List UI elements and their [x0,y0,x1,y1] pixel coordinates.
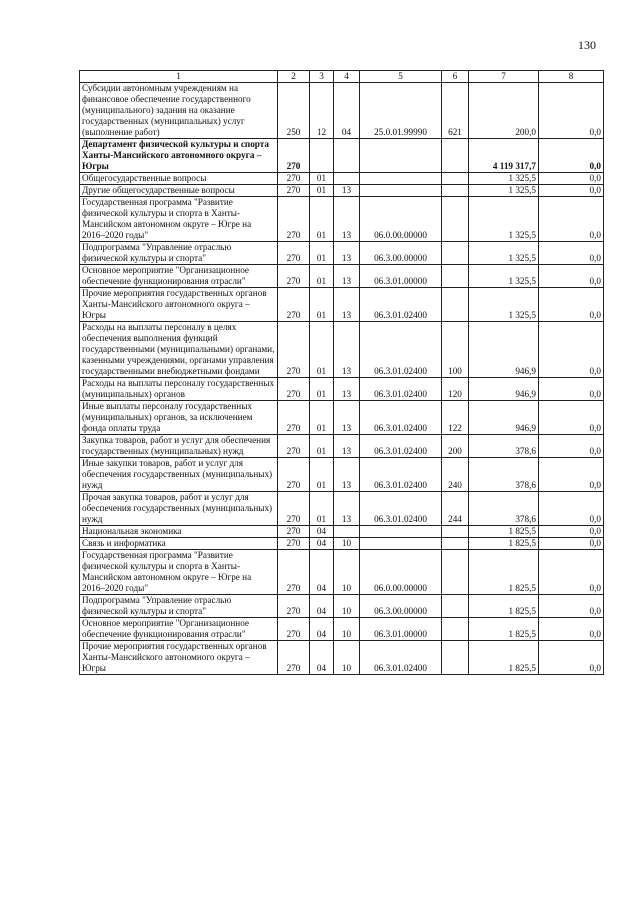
target-article-cell: 06.3.00.00000 [360,242,442,265]
row-name-cell: Другие общегосударственные вопросы [80,185,278,197]
table-row [80,197,604,242]
row-name-cell: Расходы на выплаты персоналу государственных (муниципальных) органов [80,378,278,401]
section-code-cell: 04 [310,550,334,595]
admin-code-cell: 270 [278,526,310,538]
target-article-cell: 06.3.01.02400 [360,288,442,322]
subsection-code-cell: 13 [334,265,360,288]
target-article-cell: 06.3.00.00000 [360,595,442,618]
column-header: 2 [278,71,310,83]
amount-secondary-cell: 0,0 [539,139,604,173]
column-header: 7 [469,71,539,83]
section-code-cell: 04 [310,618,334,641]
table-row [80,618,604,641]
target-article-cell: 06.3.01.02400 [360,641,442,675]
amount-cell: 1 325,5 [469,242,539,265]
amount-secondary-cell: 0,0 [539,526,604,538]
admin-code-cell: 270 [278,538,310,550]
amount-secondary-cell: 0,0 [539,618,604,641]
amount-cell: 1 825,5 [469,641,539,675]
target-article-cell: 06.3.01.00000 [360,618,442,641]
section-code-cell: 04 [310,595,334,618]
expense-type-cell [442,242,469,265]
row-name-cell: Прочие мероприятия государственных органов Ханты-Мансийского автономного округа – Югры [80,641,278,675]
section-code-cell: 01 [310,492,334,526]
expense-type-cell: 244 [442,492,469,526]
amount-cell: 946,9 [469,322,539,378]
expense-type-cell [442,185,469,197]
subsection-code-cell: 13 [334,458,360,492]
section-code-cell: 01 [310,242,334,265]
admin-code-cell: 270 [278,185,310,197]
table-row [80,265,604,288]
target-article-cell [360,139,442,173]
expense-type-cell [442,265,469,288]
amount-cell: 378,6 [469,458,539,492]
section-code-cell: 01 [310,458,334,492]
subsection-code-cell: 13 [334,242,360,265]
admin-code-cell: 270 [278,641,310,675]
amount-secondary-cell: 0,0 [539,492,604,526]
subsection-code-cell: 10 [334,641,360,675]
amount-secondary-cell: 0,0 [539,242,604,265]
amount-cell: 946,9 [469,378,539,401]
row-name-cell: Основное мероприятие "Организационное обеспечение функционирования отрасли" [80,265,278,288]
amount-cell: 1 325,5 [469,265,539,288]
expense-type-cell: 240 [442,458,469,492]
amount-cell: 4 119 317,7 [469,139,539,173]
section-code-cell: 01 [310,185,334,197]
admin-code-cell: 270 [278,173,310,185]
subsection-code-cell: 10 [334,618,360,641]
admin-code-cell: 270 [278,197,310,242]
admin-code-cell: 270 [278,139,310,173]
amount-secondary-cell: 0,0 [539,401,604,435]
table-row [80,526,604,538]
amount-secondary-cell: 0,0 [539,550,604,595]
expense-type-cell [442,641,469,675]
expense-type-cell [442,595,469,618]
row-name-cell: Подпрограмма "Управление отраслью физической культуры и спорта" [80,242,278,265]
section-code-cell: 01 [310,288,334,322]
subsection-code-cell: 04 [334,83,360,139]
column-header: 3 [310,71,334,83]
amount-cell: 1 325,5 [469,173,539,185]
section-code-cell: 01 [310,197,334,242]
expense-type-cell [442,197,469,242]
target-article-cell: 06.3.01.02400 [360,322,442,378]
subsection-code-cell: 13 [334,378,360,401]
row-name-cell: Закупка товаров, работ и услуг для обеспечения государственных (муниципальных) нужд [80,435,278,458]
row-name-cell: Основное мероприятие "Организационное обеспечение функционирования отрасли" [80,618,278,641]
amount-secondary-cell: 0,0 [539,378,604,401]
subsection-code-cell: 13 [334,288,360,322]
target-article-cell: 25.0.01.99990 [360,83,442,139]
amount-cell: 1 825,5 [469,618,539,641]
admin-code-cell: 270 [278,378,310,401]
subsection-code-cell [334,139,360,173]
table-body [80,83,604,675]
expense-type-cell: 621 [442,83,469,139]
row-name-cell: Иные выплаты персоналу государственных (муниципальных) органов, за исключением фонда оплаты труда [80,401,278,435]
row-name-cell: Департамент физической культуры и спорта Ханты-Мансийского автономного округа – Югры [80,139,278,173]
table-row [80,242,604,265]
amount-cell: 1 325,5 [469,288,539,322]
row-name-cell: Национальная экономика [80,526,278,538]
amount-cell: 1 825,5 [469,526,539,538]
table-row [80,595,604,618]
amount-secondary-cell: 0,0 [539,173,604,185]
expense-type-cell: 100 [442,322,469,378]
expense-type-cell: 120 [442,378,469,401]
subsection-code-cell: 13 [334,401,360,435]
section-code-cell: 01 [310,265,334,288]
amount-secondary-cell: 0,0 [539,538,604,550]
target-article-cell: 06.3.01.02400 [360,492,442,526]
admin-code-cell: 270 [278,458,310,492]
admin-code-cell: 270 [278,242,310,265]
section-code-cell: 12 [310,83,334,139]
expense-type-cell [442,173,469,185]
target-article-cell [360,173,442,185]
expense-type-cell [442,538,469,550]
admin-code-cell: 270 [278,288,310,322]
expense-type-cell: 200 [442,435,469,458]
target-article-cell: 06.3.01.02400 [360,401,442,435]
amount-cell: 378,6 [469,435,539,458]
section-code-cell [310,139,334,173]
subsection-code-cell: 10 [334,550,360,595]
amount-secondary-cell: 0,0 [539,435,604,458]
expense-type-cell [442,139,469,173]
amount-secondary-cell: 0,0 [539,641,604,675]
amount-secondary-cell: 0,0 [539,458,604,492]
amount-cell: 1 825,5 [469,550,539,595]
row-name-cell: Общегосударственные вопросы [80,173,278,185]
table-row [80,322,604,378]
table-row [80,378,604,401]
subsection-code-cell: 10 [334,595,360,618]
column-header: 8 [539,71,604,83]
amount-cell: 1 825,5 [469,595,539,618]
expense-type-cell [442,288,469,322]
amount-cell: 946,9 [469,401,539,435]
section-code-cell: 01 [310,322,334,378]
header-row [80,71,604,83]
expense-type-cell: 122 [442,401,469,435]
target-article-cell [360,185,442,197]
table-row [80,83,604,139]
row-name-cell: Прочие мероприятия государственных органов Ханты-Мансийского автономного округа – Югры [80,288,278,322]
subsection-code-cell [334,173,360,185]
amount-secondary-cell: 0,0 [539,185,604,197]
table-row [80,185,604,197]
subsection-code-cell: 13 [334,492,360,526]
admin-code-cell: 270 [278,492,310,526]
row-name-cell: Государственная программа "Развитие физической культуры и спорта в Ханты-Мансийском автономном округе – Югре на 2016–2020 годы" [80,197,278,242]
row-name-cell: Расходы на выплаты персоналу в целях обеспечения выполнения функций государственными (муниципальными) органами, казенными учреждениями, органами управления государственными внебюджетными фондами [80,322,278,378]
amount-cell: 200,0 [469,83,539,139]
admin-code-cell: 270 [278,322,310,378]
admin-code-cell: 270 [278,550,310,595]
target-article-cell: 06.3.01.00000 [360,265,442,288]
amount-cell: 1 325,5 [469,197,539,242]
table-row [80,139,604,173]
admin-code-cell: 270 [278,435,310,458]
target-article-cell: 06.3.01.02400 [360,435,442,458]
admin-code-cell: 270 [278,265,310,288]
subsection-code-cell [334,526,360,538]
section-code-cell: 04 [310,641,334,675]
row-name-cell: Государственная программа "Развитие физической культуры и спорта в Ханты-Мансийском автономном округе – Югре на 2016–2020 годы" [80,550,278,595]
budget-table [79,70,604,675]
table-row [80,641,604,675]
amount-secondary-cell: 0,0 [539,265,604,288]
section-code-cell: 04 [310,526,334,538]
section-code-cell: 01 [310,401,334,435]
row-name-cell: Иные закупки товаров, работ и услуг для обеспечения государственных (муниципальных) нужд [80,458,278,492]
table-row [80,538,604,550]
amount-cell: 1 825,5 [469,538,539,550]
column-header: 4 [334,71,360,83]
expense-type-cell [442,550,469,595]
column-header: 6 [442,71,469,83]
section-code-cell: 04 [310,538,334,550]
table-row [80,550,604,595]
expense-type-cell [442,618,469,641]
row-name-cell: Подпрограмма "Управление отраслью физической культуры и спорта" [80,595,278,618]
target-article-cell: 06.3.01.02400 [360,378,442,401]
subsection-code-cell: 10 [334,538,360,550]
column-header: 1 [80,71,278,83]
amount-secondary-cell: 0,0 [539,322,604,378]
column-header: 5 [360,71,442,83]
table-row [80,288,604,322]
section-code-cell: 01 [310,435,334,458]
amount-secondary-cell: 0,0 [539,83,604,139]
amount-secondary-cell: 0,0 [539,288,604,322]
row-name-cell: Субсидии автономным учреждениям на финансовое обеспечение государственного (муниципального) задания на оказание государственных (муниципальных) услуг (выполнение работ) [80,83,278,139]
target-article-cell: 06.0.00.00000 [360,550,442,595]
subsection-code-cell: 13 [334,185,360,197]
section-code-cell: 01 [310,378,334,401]
admin-code-cell: 250 [278,83,310,139]
target-article-cell [360,526,442,538]
table-row [80,492,604,526]
target-article-cell: 06.3.01.02400 [360,458,442,492]
page-number: 130 [578,38,596,52]
section-code-cell: 01 [310,173,334,185]
admin-code-cell: 270 [278,401,310,435]
amount-cell: 378,6 [469,492,539,526]
subsection-code-cell: 13 [334,322,360,378]
subsection-code-cell: 13 [334,435,360,458]
table-row [80,435,604,458]
amount-secondary-cell: 0,0 [539,197,604,242]
admin-code-cell: 270 [278,595,310,618]
amount-secondary-cell: 0,0 [539,595,604,618]
target-article-cell: 06.0.00.00000 [360,197,442,242]
table-row [80,173,604,185]
row-name-cell: Прочая закупка товаров, работ и услуг для обеспечения государственных (муниципальных) нужд [80,492,278,526]
table-row [80,401,604,435]
amount-cell: 1 325,5 [469,185,539,197]
admin-code-cell: 270 [278,618,310,641]
subsection-code-cell: 13 [334,197,360,242]
table-row [80,458,604,492]
target-article-cell [360,538,442,550]
row-name-cell: Связь и информатика [80,538,278,550]
expense-type-cell [442,526,469,538]
